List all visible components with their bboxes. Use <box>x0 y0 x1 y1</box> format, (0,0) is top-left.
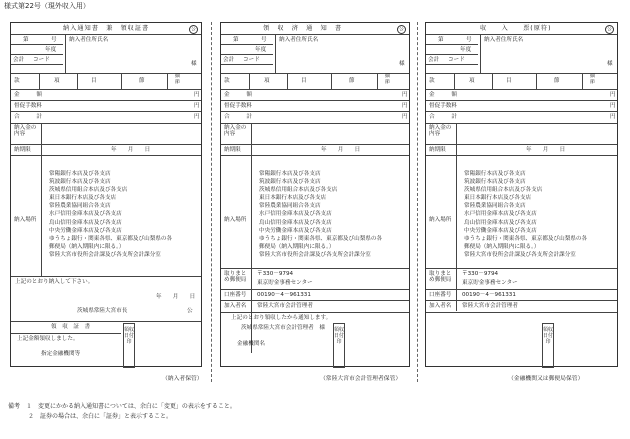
yen-unit: 円 <box>402 92 408 98</box>
public-stamp-mark: 公 <box>605 25 614 34</box>
bank-item: ゆうちょ銀行・関東各県、東京都及び山梨県の各 <box>49 235 173 242</box>
remark-item: ２ 証券の場合は、余白に「証券」と表示すること。 <box>28 413 173 420</box>
account-name-label: 加入者名 <box>429 303 452 309</box>
bank-item: 水戸信用金庫本店及び各支店 <box>259 211 332 218</box>
deadline-date: 年 月 日 <box>111 147 151 153</box>
bank-item: 常陽銀行本店及び各支店 <box>464 171 526 177</box>
bank-item: ゆうちょ銀行・関東各県、東京都及び山梨県の各 <box>464 235 588 242</box>
remarks-head: 備考 <box>8 403 21 410</box>
deadline-label: 納期限 <box>14 147 31 153</box>
amount-label: 金 額 <box>429 92 457 98</box>
bank-label: 指定金融機関等 <box>41 351 81 357</box>
setsu-label: 節 <box>349 78 355 84</box>
payment-request-text: 上記のとおり納入して下さい。 <box>15 279 94 285</box>
bank-item: 郵便局（納入期限内に限る。） <box>259 243 335 250</box>
account-no-label: 口座番号 <box>429 292 452 298</box>
notice-receipt-panel <box>10 22 202 367</box>
panel3-footer: （金融機関又は郵便局保管） <box>508 376 584 382</box>
bank-item: 東日本銀行本店及び各支店 <box>259 195 327 202</box>
bank-item: 中央労働金庫本店及び各支店 <box>464 227 537 234</box>
remarks <box>8 404 236 424</box>
yen-unit: 円 <box>402 103 408 109</box>
panel2-footer: （常陸大宮市会計管理者保管） <box>320 376 402 382</box>
bank-item: 常陽銀行本店及び各支店 <box>49 171 111 177</box>
receipt-title: 領 収 証 書 <box>51 324 91 330</box>
account-name-value: 常陸大宮市会計管理者 <box>462 303 518 309</box>
panel-title: 納入通知書 兼 領収証書 <box>63 25 150 32</box>
notice-text: 上記のとおり領収したから通知します。 <box>231 315 332 321</box>
bank-item: 常陸農業協同組合各支店 <box>49 203 111 210</box>
panel-title: 収 入 票(原符) <box>480 25 552 32</box>
payer-label: 納入者住所氏名 <box>69 37 109 43</box>
accounting-label: 会計 <box>428 57 440 63</box>
total-label: 合 計 <box>14 114 42 120</box>
moku-label: 目 <box>506 78 512 84</box>
yen-unit: 円 <box>610 92 616 98</box>
sama-label: 様 <box>191 61 197 67</box>
bank-item: 水戸信用金庫本店及び各支店 <box>464 211 537 218</box>
moku-label: 目 <box>301 78 307 84</box>
transfer-postal: 〒330－9794 <box>462 271 499 277</box>
bank-item: 筑波銀行本店及び各支店 <box>49 179 111 186</box>
place-label: 納入場所 <box>224 217 247 223</box>
sama-label: 様 <box>399 61 405 67</box>
addressee: 茨城県常陸大宮市会計管理者 様 <box>241 325 325 331</box>
bank-item: 東日本銀行本店及び各支店 <box>464 195 532 202</box>
sama-label: 様 <box>607 61 613 67</box>
transfer-label: 取りまとめ郵便局 <box>429 271 452 284</box>
bank-item: 常陽銀行本店及び各支店 <box>259 171 321 177</box>
content-label: 納入金の内容 <box>14 125 37 138</box>
ko-label: 項 <box>54 78 60 84</box>
bank-item: 茨城県信用組合本店及び各支店 <box>49 187 128 194</box>
issue-date: 年 月 日 <box>156 294 196 300</box>
bank-item: 常陸農業協同組合各支店 <box>259 203 321 210</box>
place-label: 納入場所 <box>429 217 452 223</box>
tokusoku-label: 督促手数料 <box>14 103 42 109</box>
deadline-date: 年 月 日 <box>321 147 361 153</box>
account-name-label: 加入者名 <box>224 303 247 309</box>
saimoku-label: 細節 <box>385 74 390 85</box>
receipt-date-stamp-area: 領収日付印 <box>123 323 135 368</box>
bank-item: 東日本銀行本店及び各支店 <box>49 195 117 202</box>
year-label: 年度 <box>460 47 472 53</box>
bank-item: 茨城県信用組合本店及び各支店 <box>259 187 338 194</box>
bank-item: 茨城県信用組合本店及び各支店 <box>464 187 543 194</box>
transfer-postal: 〒330－9794 <box>257 271 294 277</box>
yen-unit: 円 <box>610 114 616 120</box>
year-label: 年度 <box>255 47 267 53</box>
issuer-seal: 公 <box>187 308 193 314</box>
place-label: 納入場所 <box>14 217 37 223</box>
bank-item: 筑波銀行本店及び各支店 <box>464 179 526 186</box>
accounting-label: 会計 <box>223 57 235 63</box>
moku-label: 目 <box>91 78 97 84</box>
number-label: 第 号 <box>23 37 57 43</box>
code-label: コード <box>33 57 50 63</box>
receipt-date-stamp-area: 領収日付印 <box>333 323 345 368</box>
kan-label: 款 <box>14 78 20 84</box>
account-name-value: 常陸大宮市会計管理者 <box>257 303 313 309</box>
public-stamp-mark: 公 <box>397 25 406 34</box>
deadline-label: 納期限 <box>429 147 446 153</box>
code-label: コード <box>243 57 260 63</box>
total-label: 合 計 <box>429 114 457 120</box>
transfer-label: 取りまとめ郵便局 <box>224 271 247 284</box>
saimoku-label: 細節 <box>175 74 180 85</box>
setsu-label: 節 <box>554 78 560 84</box>
panel-title: 領 収 済 通 知 書 <box>263 25 343 32</box>
yen-unit: 円 <box>194 114 200 120</box>
revenue-slip-panel <box>425 22 618 367</box>
transfer-center: 東京貯金事務センター <box>257 280 313 286</box>
cut-line <box>417 22 418 382</box>
bank-item: 郵便局（納入期限内に限る。） <box>464 243 540 250</box>
deadline-date: 年 月 日 <box>526 147 566 153</box>
bank-list <box>464 171 587 260</box>
bank-item: 筑波銀行本店及び各支店 <box>259 179 321 186</box>
content-label: 納入金の内容 <box>224 125 247 138</box>
bank-item: 常陸大宮市役所会計課及び各支所会計課分室 <box>259 251 371 258</box>
bank-name-label: 金融機関名 <box>237 341 265 347</box>
bank-item: 常陸大宮市役所会計課及び各支所会計課分室 <box>49 251 161 258</box>
account-no-value: 00190－4－961331 <box>257 292 311 298</box>
payer-label: 納入者住所氏名 <box>279 37 319 43</box>
bank-item: 水戸信用金庫本店及び各支店 <box>49 211 122 218</box>
ko-label: 項 <box>469 78 475 84</box>
content-label: 納入金の内容 <box>429 125 452 138</box>
receipt-notice-panel <box>220 22 410 367</box>
account-no-label: 口座番号 <box>224 292 247 298</box>
bank-item: 烏山信用金庫本店及び各支店 <box>259 219 332 226</box>
kan-label: 款 <box>224 78 230 84</box>
bank-list <box>49 171 172 260</box>
saimoku-label: 細節 <box>590 74 595 85</box>
bank-list <box>259 171 382 260</box>
payer-label: 納入者住所氏名 <box>484 37 524 43</box>
deadline-label: 納期限 <box>224 147 241 153</box>
yen-unit: 円 <box>194 92 200 98</box>
cut-line <box>211 22 212 382</box>
receipt-text: 上記金額領収しました。 <box>17 336 79 342</box>
amount-label: 金 額 <box>224 92 252 98</box>
bank-item: 常陸大宮市役所会計課及び各支所会計課分室 <box>464 251 576 258</box>
year-label: 年度 <box>45 47 57 53</box>
amount-label: 金 額 <box>14 92 42 98</box>
setsu-label: 節 <box>139 78 145 84</box>
yen-unit: 円 <box>610 103 616 109</box>
number-label: 第 号 <box>438 37 472 43</box>
number-label: 第 号 <box>233 37 267 43</box>
yen-unit: 円 <box>194 103 200 109</box>
transfer-center: 東京貯金事務センター <box>462 280 518 286</box>
remark-item: １ 変更にかかる納入通知書については、余白に「変更」の表示をすること。 <box>26 403 236 410</box>
bank-item: 中央労働金庫本店及び各支店 <box>259 227 332 234</box>
public-stamp-mark: 公 <box>189 25 198 34</box>
bank-item: 烏山信用金庫本店及び各支店 <box>49 219 122 226</box>
code-label: コード <box>448 57 465 63</box>
account-no-value: 00190－4－961331 <box>462 292 516 298</box>
tokusoku-label: 督促手数料 <box>224 103 252 109</box>
accounting-label: 会計 <box>13 57 25 63</box>
bank-item: 常陸農業協同組合各支店 <box>464 203 526 210</box>
bank-item: 中央労働金庫本店及び各支店 <box>49 227 122 234</box>
issuer-name: 茨城県常陸大宮市長 <box>77 308 128 314</box>
kan-label: 款 <box>429 78 435 84</box>
bank-item: 烏山信用金庫本店及び各支店 <box>464 219 537 226</box>
bank-item: ゆうちょ銀行・関東各県、東京都及び山梨県の各 <box>259 235 383 242</box>
panel1-footer: （納入者保管） <box>162 376 203 382</box>
yen-unit: 円 <box>402 114 408 120</box>
total-label: 合 計 <box>224 114 252 120</box>
bank-item: 郵便局（納入期限内に限る。） <box>49 243 125 250</box>
ko-label: 項 <box>264 78 270 84</box>
form-number-label: 様式第22号（現外収入用） <box>4 2 90 10</box>
receipt-date-stamp-area: 領収日付印 <box>542 323 554 368</box>
tokusoku-label: 督促手数料 <box>429 103 457 109</box>
